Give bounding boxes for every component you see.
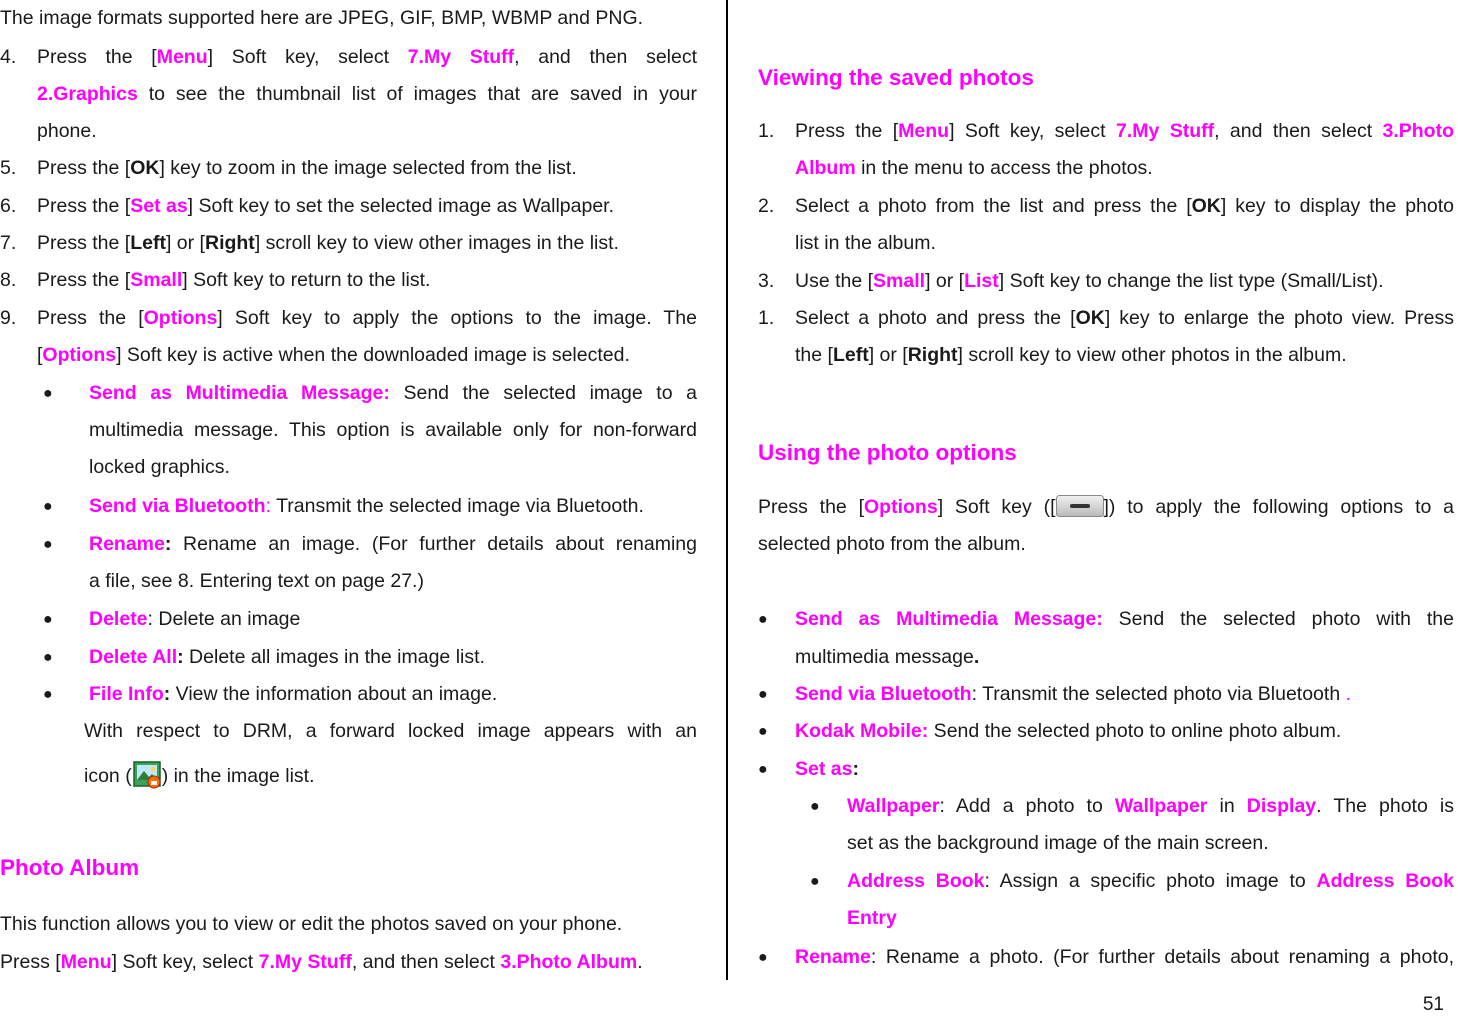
step-number: 1.: [758, 307, 775, 329]
set-as-wallpaper-line1: Wallpaper: Add a photo to Wallpaper in Display. The photo is: [847, 795, 1454, 817]
intro-text: The image formats supported here are JPEG, GIF, BMP, WBMP and PNG.: [0, 7, 644, 29]
step-number: 9.: [0, 307, 17, 329]
set-as-wallpaper-line2: set as the background image of the main screen.: [847, 832, 1269, 854]
options-intro-line2: selected photo from the album.: [758, 533, 1026, 555]
bullet-icon: ●: [43, 536, 53, 553]
set-as-address-book-line2: Entry: [847, 907, 897, 929]
photo-album-description: This function allows you to view or edit the photos saved on your phone.: [0, 913, 623, 935]
step-number: 8.: [0, 269, 17, 291]
set-as-address-book-line1: Address Book: Assign a specific photo image to Address Book: [847, 870, 1455, 892]
step-number: 6.: [0, 195, 17, 217]
bullet-icon: ●: [43, 649, 53, 666]
bullet-icon: ●: [758, 949, 768, 966]
soft-key-icon: [1056, 495, 1104, 517]
step-9-line2: [Options] Soft key is active when the downloaded image is selected.: [37, 344, 630, 366]
view-step-1-line2: Album in the menu to access the photos.: [795, 157, 1153, 179]
photo-option-rename: Rename: Rename a photo. (For further details about renaming a photo,: [795, 946, 1454, 968]
forward-locked-image-icon: [132, 760, 162, 790]
view-step-4-line2: the [Left] or [Right] scroll key to view other photos in the album.: [795, 344, 1347, 366]
options-intro-line1: Press the [Options] Soft key ([ ]) to apply the following options to a: [758, 496, 1455, 518]
photo-option-kodak: Kodak Mobile: Send the selected photo to online photo album.: [795, 720, 1342, 742]
bullet-icon: ●: [43, 686, 53, 703]
step-number: 4.: [0, 46, 17, 68]
page-number: 51: [1422, 994, 1444, 1015]
step-4-line1: Press the [Menu] Soft key, select 7.My Stuff, and then select: [37, 46, 698, 68]
option-rename-line1: Rename: Rename an image. (For further details about renaming: [89, 533, 697, 555]
photo-album-heading: Photo Album: [0, 855, 140, 880]
viewing-photos-heading: Viewing the saved photos: [758, 65, 1034, 90]
bullet-icon: ●: [43, 385, 53, 402]
view-step-2-line2: list in the album.: [795, 232, 936, 254]
view-step-2-line1: Select a photo from the list and press the [OK] key to display the photo: [795, 195, 1454, 217]
step-4-line3: phone.: [37, 120, 97, 142]
drm-note-line2: icon ( ) in the image list.: [84, 760, 315, 790]
photo-option-send-mms-line2: multimedia message.: [795, 646, 980, 668]
view-step-3: Use the [Small] or [List] Soft key to change the list type (Small/List).: [795, 270, 1384, 292]
step-7: Press the [Left] or [Right] scroll key to view other images in the list.: [37, 232, 619, 254]
photo-options-heading: Using the photo options: [758, 440, 1017, 465]
bullet-icon: ●: [810, 798, 820, 815]
bullet-icon: ●: [43, 611, 53, 628]
step-number: 5.: [0, 157, 17, 179]
step-8: Press the [Small] Soft key to return to the list.: [37, 269, 431, 291]
option-rename-line2: a file, see 8. Entering text on page 27.): [89, 570, 424, 592]
option-send-mms-line3: locked graphics.: [89, 456, 230, 478]
view-step-1-line1: Press the [Menu] Soft key, select 7.My Stuff, and then select 3.Photo: [795, 120, 1454, 142]
bullet-icon: ●: [810, 873, 820, 890]
bullet-icon: ●: [758, 723, 768, 740]
option-bluetooth: Send via Bluetooth: Transmit the selected image via Bluetooth.: [89, 495, 644, 517]
photo-option-set-as: Set as:: [795, 758, 859, 780]
view-step-4-line1: Select a photo and press the [OK] key to enlarge the photo view. Press: [795, 307, 1454, 329]
option-delete-all: Delete All: Delete all images in the image list.: [89, 646, 485, 668]
bullet-icon: ●: [758, 611, 768, 628]
step-4-line2: 2.Graphics to see the thumbnail list of images that are saved in your: [37, 83, 697, 105]
step-9-line1: Press the [Options] Soft key to apply the options to the image. The: [37, 307, 697, 329]
drm-note-line1: With respect to DRM, a forward locked image appears with an: [84, 720, 697, 742]
photo-option-send-mms-line1: Send as Multimedia Message: Send the selected photo with the: [795, 608, 1454, 630]
option-send-mms-line1: Send as Multimedia Message: Send the selected image to a: [89, 382, 697, 404]
option-delete: Delete: Delete an image: [89, 608, 301, 630]
step-number: 1.: [758, 120, 775, 142]
step-6: Press the [Set as] Soft key to set the selected image as Wallpaper.: [37, 195, 615, 217]
step-number: 7.: [0, 232, 17, 254]
step-5: Press the [OK] key to zoom in the image selected from the list.: [37, 157, 577, 179]
bullet-icon: ●: [43, 498, 53, 515]
column-divider: [726, 0, 728, 980]
option-file-info: File Info: View the information about an image.: [89, 683, 498, 705]
step-number: 3.: [758, 270, 775, 292]
photo-album-access: Press [Menu] Soft key, select 7.My Stuff, and then select 3.Photo Album.: [0, 951, 643, 973]
option-send-mms-line2: multimedia message. This option is available only for non-forward: [89, 419, 697, 441]
bullet-icon: ●: [758, 761, 768, 778]
photo-option-bluetooth: Send via Bluetooth: Transmit the selected photo via Bluetooth .: [795, 683, 1351, 705]
step-number: 2.: [758, 195, 775, 217]
bullet-icon: ●: [758, 686, 768, 703]
